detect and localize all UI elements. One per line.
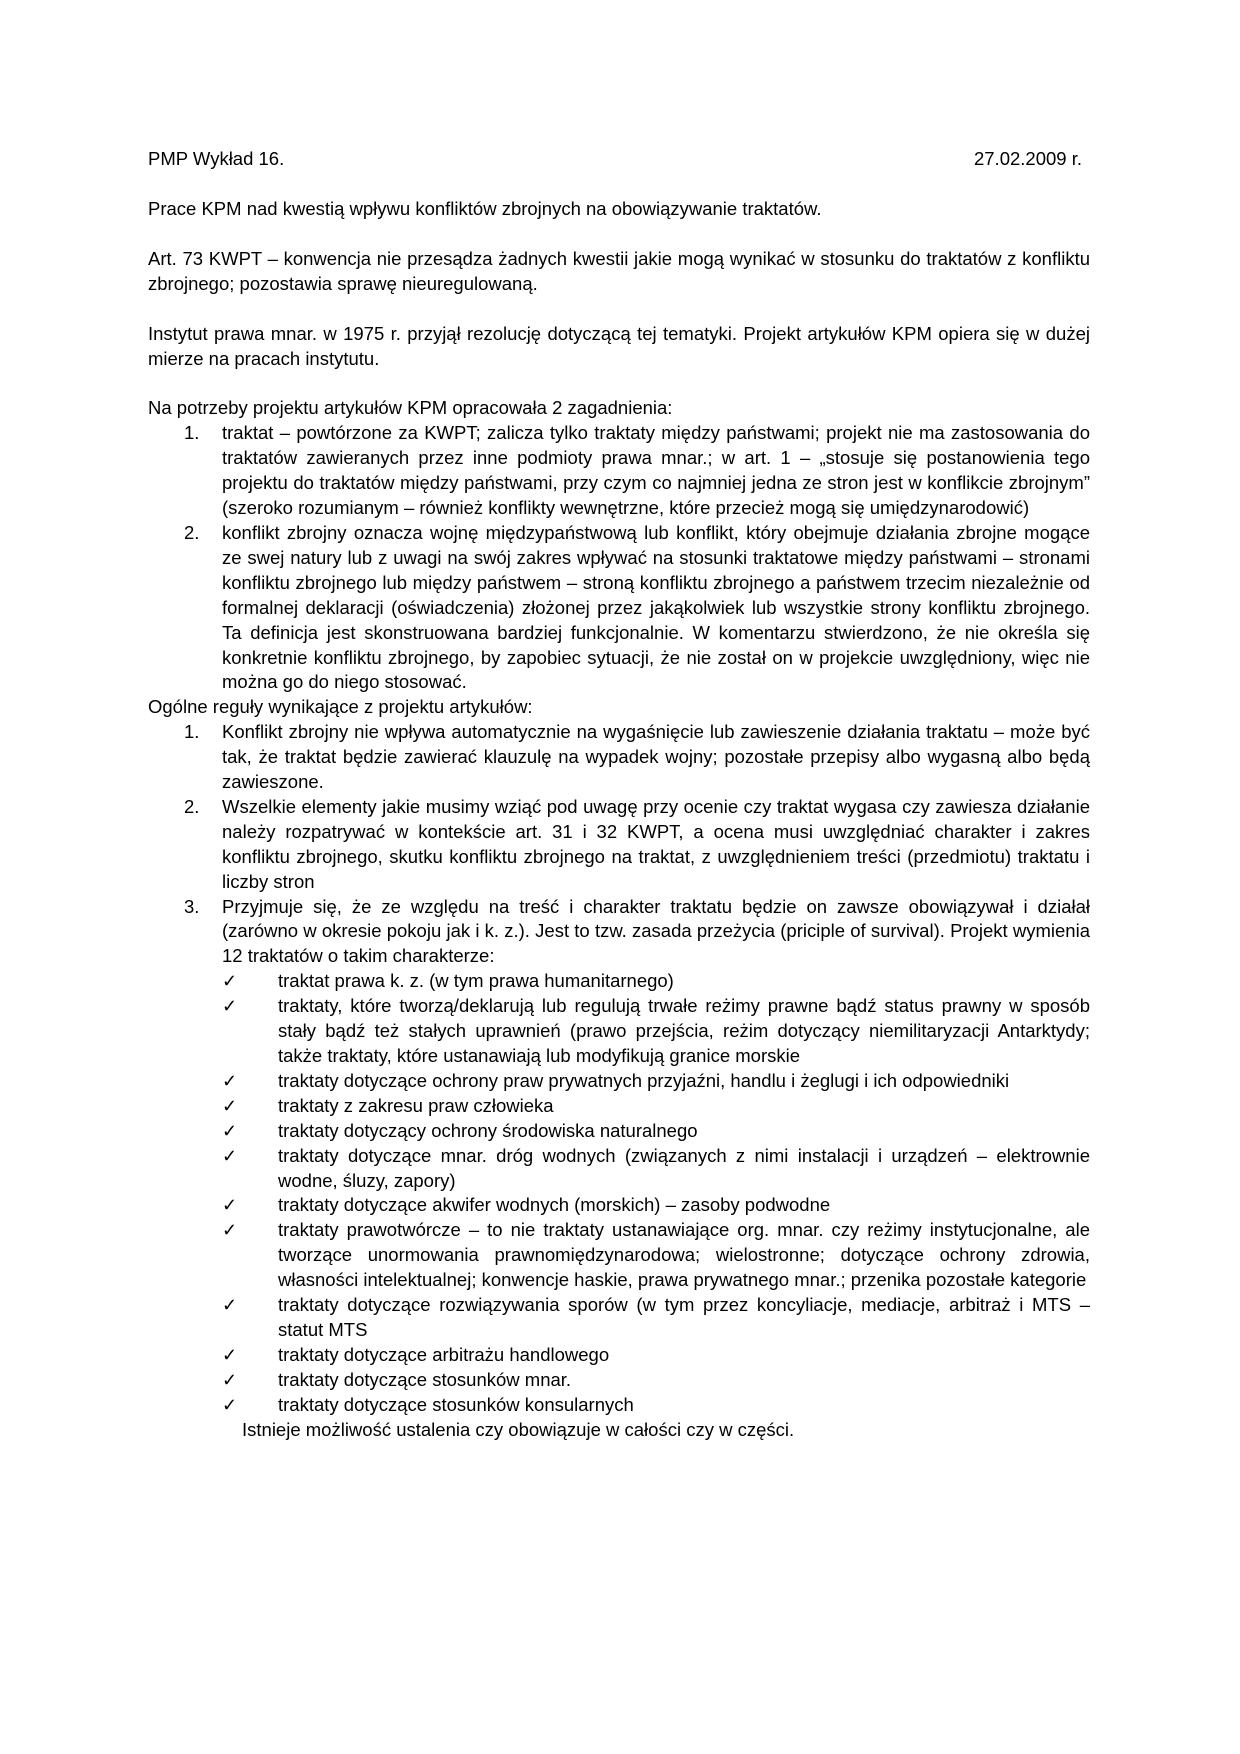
list-text: konflikt zbrojny oznacza wojnę międzypaństwową lub konflikt, który obejmuje działania zbrojne mogące ze swej natury lub z uwagi na swój zakres wpływać na stosunki traktatowe między państwami – stronami konfliktu zbrojnego lub między państwem – stroną konfliktu zbrojnego a państwem trzecim niezależnie od formalnej deklaracji (oświadczenia) złożonej przez jakąkolwiek lub wszystkie strony konfliktu zbrojnego. Ta definicja jest skonstruowana bardziej funkcjonalnie. W komentarzu stwierdzono, że nie określa się konkretnie konfliktu zbrojnego, by zapobiec sytuacji, że nie został on w projekcie uwzględniony, więc nie można go do niego stosować. — [222, 521, 1090, 693]
checklist-item — [222, 1293, 1090, 1343]
checklist-text: traktaty dotyczące stosunków mnar. — [278, 1368, 572, 1390]
checklist-item — [222, 1119, 1090, 1144]
document-title: Prace KPM nad kwestią wpływu konfliktów zbrojnych na obowiązywanie traktatów. — [148, 197, 822, 219]
list-number: 3. — [184, 895, 200, 917]
list-item — [148, 421, 1090, 521]
paragraph: Art. 73 KWPT – konwencja nie przesądza żadnych kwestii jakie mogą wynikać w stosunku do traktatów z konfliktu zbrojnego; pozostawia sprawę nieuregulowaną. — [148, 247, 1090, 294]
header-date: 27.02.2009 r. — [973, 148, 1082, 169]
checklist-item — [222, 969, 1090, 994]
checklist-item — [222, 1193, 1090, 1218]
checklist-text: traktaty dotyczące stosunków konsularnych — [278, 1393, 634, 1415]
list-number: 2. — [184, 521, 200, 543]
checkmark-icon: ✓ — [222, 996, 238, 1017]
checklist-item — [222, 1218, 1090, 1293]
document-page — [148, 147, 1090, 1443]
checklist-text: traktaty z zakresu praw człowieka — [278, 1094, 554, 1116]
checkmark-icon: ✓ — [222, 1220, 238, 1241]
checkmark-icon: ✓ — [222, 1145, 238, 1166]
closing-note: Istnieje możliwość ustalenia czy obowiązuje w całości czy w części. — [242, 1418, 795, 1440]
checklist-item — [222, 1094, 1090, 1119]
checklist-item — [222, 1144, 1090, 1194]
list-item — [148, 895, 1090, 1418]
checklist — [222, 969, 1090, 1417]
checklist-item — [222, 1368, 1090, 1393]
checkmark-icon: ✓ — [222, 1095, 238, 1116]
checkmark-icon: ✓ — [222, 1195, 238, 1216]
list-number: 1. — [184, 422, 200, 444]
checkmark-icon: ✓ — [222, 1369, 238, 1390]
checklist-item — [222, 1069, 1090, 1094]
checklist-text: traktaty dotyczące ochrony praw prywatnych przyjaźni, handlu i żeglugi i ich odpowiedniki — [278, 1069, 1010, 1091]
paragraph: Instytut prawa mnar. w 1975 r. przyjął rezolucję dotyczącą tej tematyki. Projekt artykułów KPM opiera się w dużej mierze na pracach instytutu. — [148, 322, 1090, 369]
list-number: 1. — [184, 721, 200, 743]
checkmark-icon: ✓ — [222, 1120, 238, 1141]
checklist-text: traktaty, które tworzą/deklarują lub regulują trwałe reżimy prawne bądź status prawny w sposób stały bądź też stałych uprawnień (prawo przejścia, reżim dotyczący niemilitaryzacji Antarktydy; także traktaty, które ustanawiają lub modyfikują granice morskie — [278, 995, 1090, 1066]
list-item — [148, 795, 1090, 895]
checklist-text: traktat prawa k. z. (w tym prawa humanitarnego) — [278, 970, 674, 992]
section-intro: Ogólne reguły wynikające z projektu artykułów: — [148, 696, 533, 718]
checklist-item — [222, 1343, 1090, 1368]
list-item — [148, 720, 1090, 795]
list-number: 2. — [184, 795, 200, 817]
numbered-list — [148, 421, 1090, 695]
checklist-item — [222, 994, 1090, 1069]
checkmark-icon: ✓ — [222, 1344, 238, 1365]
checkmark-icon: ✓ — [222, 1295, 238, 1316]
checkmark-icon: ✓ — [222, 1394, 238, 1415]
document-header — [148, 147, 1090, 172]
header-title: PMP Wykład 16. — [148, 148, 285, 169]
checklist-text: traktaty dotyczące arbitrażu handlowego — [278, 1343, 610, 1365]
section-intro: Na potrzeby projektu artykułów KPM opracowała 2 zagadnienia: — [148, 397, 673, 419]
checklist-text: traktaty dotyczący ochrony środowiska naturalnego — [278, 1119, 698, 1141]
list-text: Wszelkie elementy jakie musimy wziąć pod uwagę przy ocenie czy traktat wygasa czy zawiesza działanie należy rozpatrywać w kontekście art. 31 i 32 KWPT, a ocena musi uwzględniać charakter i zakres konfliktu zbrojnego, skutku konfliktu zbrojnego na traktat, z uwzględnieniem treści (przedmiotu) traktatu i liczby stron — [222, 795, 1090, 892]
checkmark-icon: ✓ — [222, 1070, 238, 1091]
checklist-item — [222, 1393, 1090, 1418]
checkmark-icon: ✓ — [222, 971, 238, 992]
list-text: traktat – powtórzone za KWPT; zalicza tylko traktaty między państwami; projekt nie ma zastosowania do traktatów zawieranych przez inne podmioty prawa mnar.; w art. 1 – „stosuje się postanowienia tego projektu do traktatów między państwami, przy czym co najmniej jedna ze stron jest w konflikcie zbrojnym” (szeroko rozumianym – również konflikty wewnętrzne, które przecież mogą się umiędzynarodowić) — [222, 422, 1090, 519]
checklist-text: traktaty prawotwórcze – to nie traktaty ustanawiające org. mnar. czy reżimy instytucjonalne, ale tworzące unormowania prawnomiędzynarodowa; wielostronne; dotyczące ochrony zdrowia, własności intelektualnej; konwencje haskie, prawa prywatnego mnar.; przenika pozostałe kategorie — [278, 1219, 1090, 1291]
list-text: Konflikt zbrojny nie wpływa automatycznie na wygaśnięcie lub zawieszenie działania traktatu – może być tak, że traktat będzie zawierać klauzulę na wypadek wojny; pozostałe przepisy albo wygasną albo będą zawieszone. — [222, 721, 1090, 793]
list-item — [148, 521, 1090, 695]
numbered-list — [148, 720, 1090, 1417]
checklist-text: traktaty dotyczące akwifer wodnych (morskich) – zasoby podwodne — [278, 1194, 831, 1216]
checklist-text: traktaty dotyczące rozwiązywania sporów (w tym przez koncyliacje, mediacje, arbitraż i MTS – statut MTS — [278, 1294, 1090, 1340]
checklist-text: traktaty dotyczące mnar. dróg wodnych (związanych z nimi instalacji i urządzeń – elektrownie wodne, śluzy, zapory) — [278, 1144, 1090, 1191]
list-text: Przyjmuje się, że ze względu na treść i charakter traktatu będzie on zawsze obowiązywał i działał (zarówno w okresie pokoju jak i k. z.). Jest to tzw. zasada przeżycia (priciple of survival). Projekt wymienia 12 traktatów o takim charakterze: — [222, 895, 1090, 967]
